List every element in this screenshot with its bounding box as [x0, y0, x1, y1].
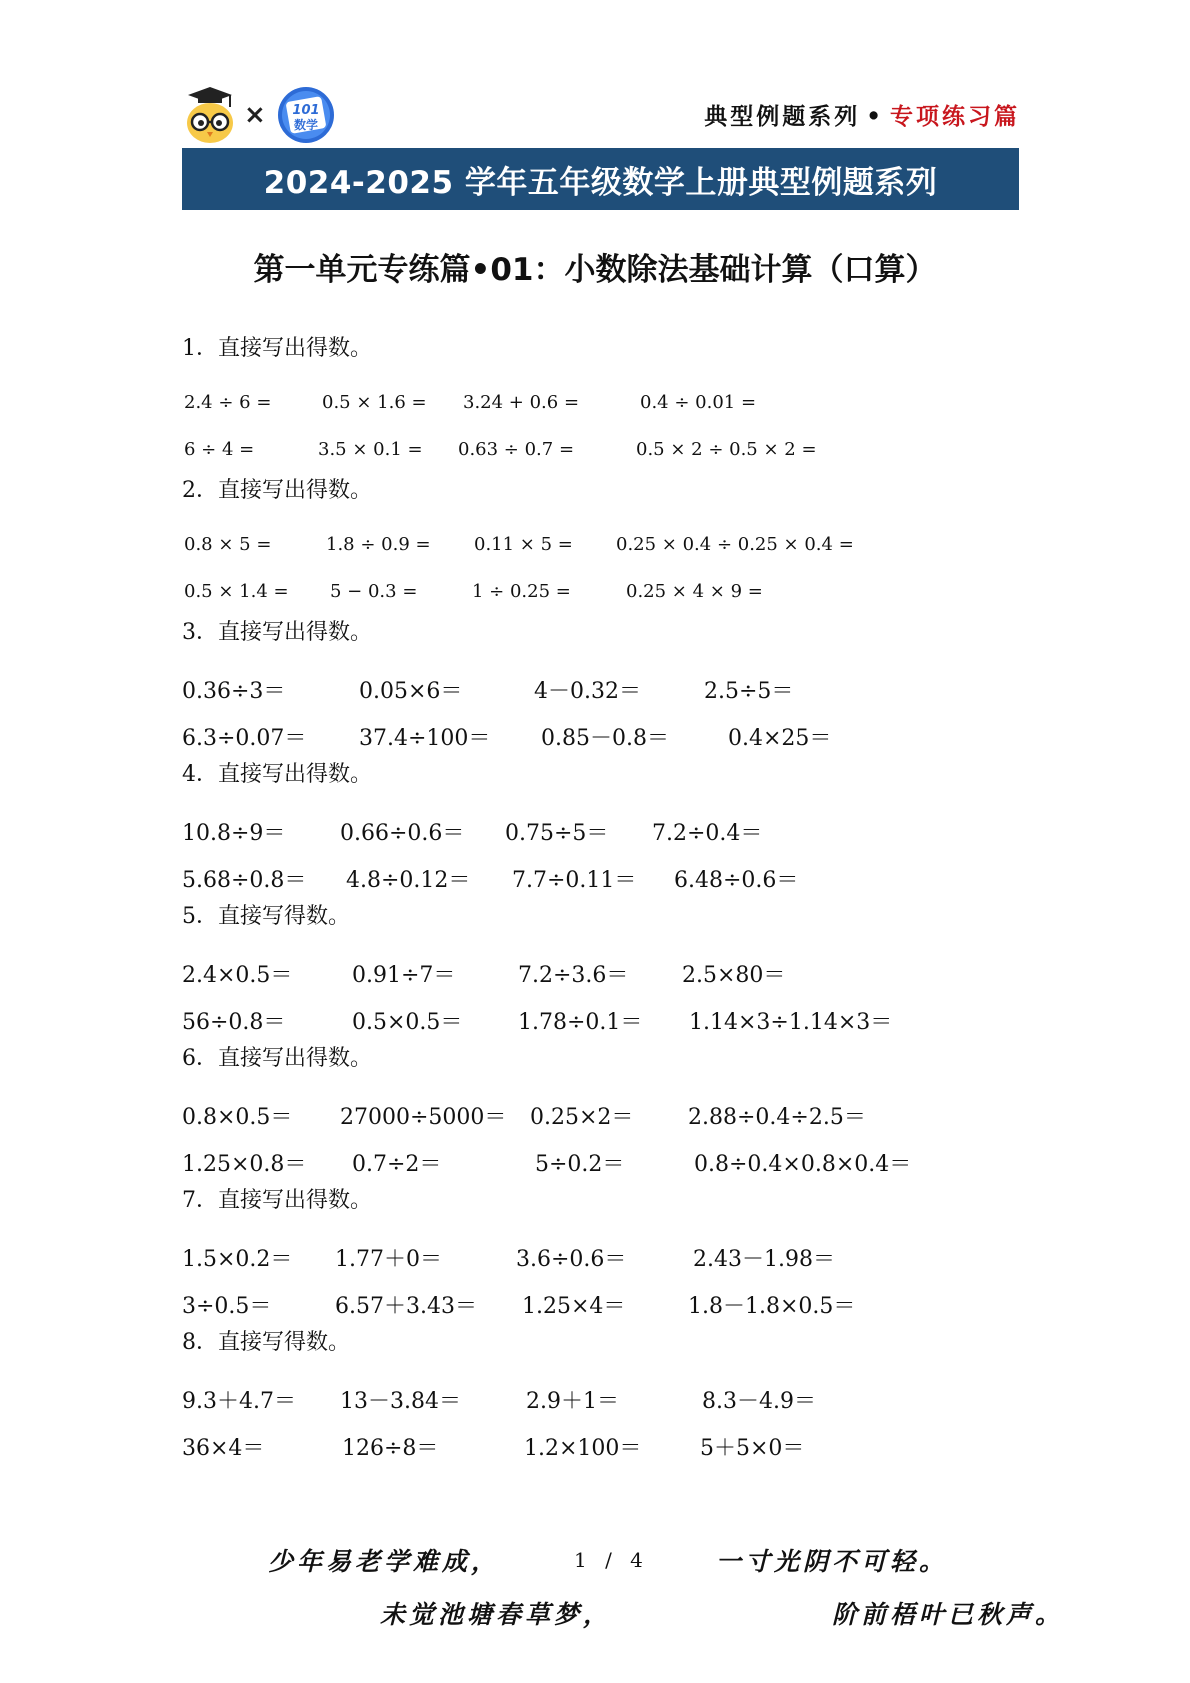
calc-expression: 7.2÷0.4＝: [652, 821, 763, 846]
calc-expression: 0.66÷0.6＝: [340, 821, 465, 846]
calc-expression: 1.78÷0.1＝: [518, 1010, 643, 1035]
calc-expression: 9.3＋4.7＝: [182, 1389, 296, 1414]
calc-expression: 3.5 × 0.1 =: [318, 439, 423, 460]
owl-logo-icon: [184, 85, 236, 145]
calc-expression: 1.14×3÷1.14×3＝: [689, 1010, 893, 1035]
calc-expression: 0.25 × 0.4 ÷ 0.25 × 0.4 =: [616, 534, 854, 555]
footer-poem-line-4: 阶前梧叶已秋声。: [832, 1600, 1065, 1629]
calc-expression: 2.43－1.98＝: [693, 1247, 835, 1272]
calc-expression: 0.05×6＝: [359, 679, 463, 704]
calc-expression: 1 ÷ 0.25 =: [472, 581, 571, 602]
calc-expression: 1.5×0.2＝: [182, 1247, 293, 1272]
calc-expression: 0.85－0.8＝: [541, 726, 669, 751]
question-heading: [182, 473, 372, 504]
calc-expression: 5＋5×0＝: [700, 1436, 805, 1461]
calc-expression: 0.25×2＝: [530, 1105, 634, 1130]
footer-poem-line-1: 少年易老学难成，: [268, 1547, 501, 1576]
calc-expression: 10.8÷9＝: [182, 821, 286, 846]
calc-expression: 5÷0.2＝: [535, 1152, 625, 1177]
question-prompt: 直接写出得数。: [218, 478, 373, 503]
header-logos: [184, 84, 336, 146]
calc-expression: 126÷8＝: [342, 1436, 439, 1461]
calc-expression: 1.25×0.8＝: [182, 1152, 307, 1177]
calc-expression: 5 − 0.3 =: [330, 581, 418, 602]
calc-expression: 0.91÷7＝: [352, 963, 456, 988]
question-number: 7．: [182, 1188, 218, 1213]
calc-expression: 8.3－4.9＝: [702, 1389, 816, 1414]
footer-poem-line-3: 未觉池塘春草梦，: [380, 1600, 613, 1629]
calc-expression: 1.8－1.8×0.5＝: [688, 1294, 856, 1319]
series-right: 专项练习篇: [890, 103, 1020, 130]
page-title: 第一单元专练篇•01：小数除法基础计算（口算）: [253, 252, 937, 288]
math-101-logo-icon: [276, 85, 336, 145]
question-number: 4．: [182, 762, 218, 787]
calc-expression: 0.11 × 5 =: [474, 534, 573, 555]
calc-expression: 3.24 + 0.6 =: [463, 392, 580, 413]
calc-expression: 2.88÷0.4÷2.5＝: [688, 1105, 866, 1130]
calc-expression: 7.7÷0.11＝: [512, 868, 637, 893]
question-heading: [182, 1041, 372, 1072]
calc-expression: 6.3÷0.07＝: [182, 726, 307, 751]
calc-expression: 0.63 ÷ 0.7 =: [458, 439, 575, 460]
calc-expression: 4.8÷0.12＝: [346, 868, 471, 893]
calc-expression: 0.5 × 2 ÷ 0.5 × 2 =: [636, 439, 817, 460]
calc-expression: 1.2×100＝: [524, 1436, 642, 1461]
question-number: 5．: [182, 904, 218, 929]
calc-expression: 0.5 × 1.4 =: [184, 581, 289, 602]
series-dot: •: [866, 103, 884, 130]
question-heading: [182, 1183, 372, 1214]
calc-expression: 0.25 × 4 × 9 =: [626, 581, 763, 602]
calc-expression: 2.5×80＝: [682, 963, 786, 988]
page-number: 1 / 4: [574, 1548, 649, 1572]
times-sign: ×: [244, 100, 266, 130]
calc-expression: 0.5×0.5＝: [352, 1010, 463, 1035]
question-number: 3．: [182, 620, 218, 645]
logo-101-text: 101: [292, 103, 320, 118]
calc-expression: 37.4÷100＝: [359, 726, 491, 751]
calc-expression: 56÷0.8＝: [182, 1010, 286, 1035]
calc-expression: 0.4×25＝: [728, 726, 832, 751]
question-heading: [182, 899, 350, 930]
calc-expression: 0.8÷0.4×0.8×0.4＝: [694, 1152, 912, 1177]
header-banner: [182, 148, 1019, 210]
calc-expression: 3÷0.5＝: [182, 1294, 272, 1319]
question-prompt: 直接写出得数。: [218, 1188, 373, 1213]
calc-expression: 6 ÷ 4 =: [184, 439, 255, 460]
calc-expression: 0.75÷5＝: [505, 821, 609, 846]
question-number: 6．: [182, 1046, 218, 1071]
calc-expression: 27000÷5000＝: [340, 1105, 507, 1130]
question-prompt: 直接写出得数。: [218, 620, 373, 645]
question-heading: [182, 331, 372, 362]
calc-expression: 0.8 × 5 =: [184, 534, 272, 555]
calc-expression: 6.48÷0.6＝: [674, 868, 799, 893]
question-number: 8．: [182, 1330, 218, 1355]
logo-math-text: 数学: [293, 118, 318, 132]
question-number: 1．: [182, 336, 218, 361]
calc-expression: 0.7÷2＝: [352, 1152, 442, 1177]
question-prompt: 直接写得数。: [218, 904, 351, 929]
calc-expression: 1.25×4＝: [522, 1294, 626, 1319]
question-heading: [182, 615, 372, 646]
question-prompt: 直接写出得数。: [218, 762, 373, 787]
calc-expression: 6.57＋3.43＝: [335, 1294, 477, 1319]
calc-expression: 0.8×0.5＝: [182, 1105, 293, 1130]
banner-text: 2024-2025 学年五年级数学上册典型例题系列: [263, 164, 938, 201]
calc-expression: 1.8 ÷ 0.9 =: [326, 534, 431, 555]
question-heading: [182, 1325, 350, 1356]
question-number: 2．: [182, 478, 218, 503]
series-left: 典型例题系列: [704, 103, 861, 130]
calc-expression: 0.5 × 1.6 =: [322, 392, 427, 413]
question-prompt: 直接写出得数。: [218, 336, 373, 361]
calc-expression: 4－0.32＝: [534, 679, 641, 704]
footer-poem-line-2: 一寸光阴不可轻。: [716, 1547, 949, 1576]
calc-expression: 0.4 ÷ 0.01 =: [640, 392, 757, 413]
calc-expression: 0.36÷3＝: [182, 679, 286, 704]
calc-expression: 2.9＋1＝: [526, 1389, 619, 1414]
calc-expression: 2.5÷5＝: [704, 679, 794, 704]
calc-expression: 5.68÷0.8＝: [182, 868, 307, 893]
question-prompt: 直接写出得数。: [218, 1046, 373, 1071]
calc-expression: 1.77＋0＝: [335, 1247, 442, 1272]
calc-expression: 2.4 ÷ 6 =: [184, 392, 272, 413]
calc-expression: 3.6÷0.6＝: [516, 1247, 627, 1272]
calc-expression: 2.4×0.5＝: [182, 963, 293, 988]
calc-expression: 36×4＝: [182, 1436, 265, 1461]
question-heading: [182, 757, 372, 788]
calc-expression: 7.2÷3.6＝: [518, 963, 629, 988]
series-tag: [704, 98, 1020, 131]
calc-expression: 13－3.84＝: [340, 1389, 461, 1414]
question-prompt: 直接写得数。: [218, 1330, 351, 1355]
